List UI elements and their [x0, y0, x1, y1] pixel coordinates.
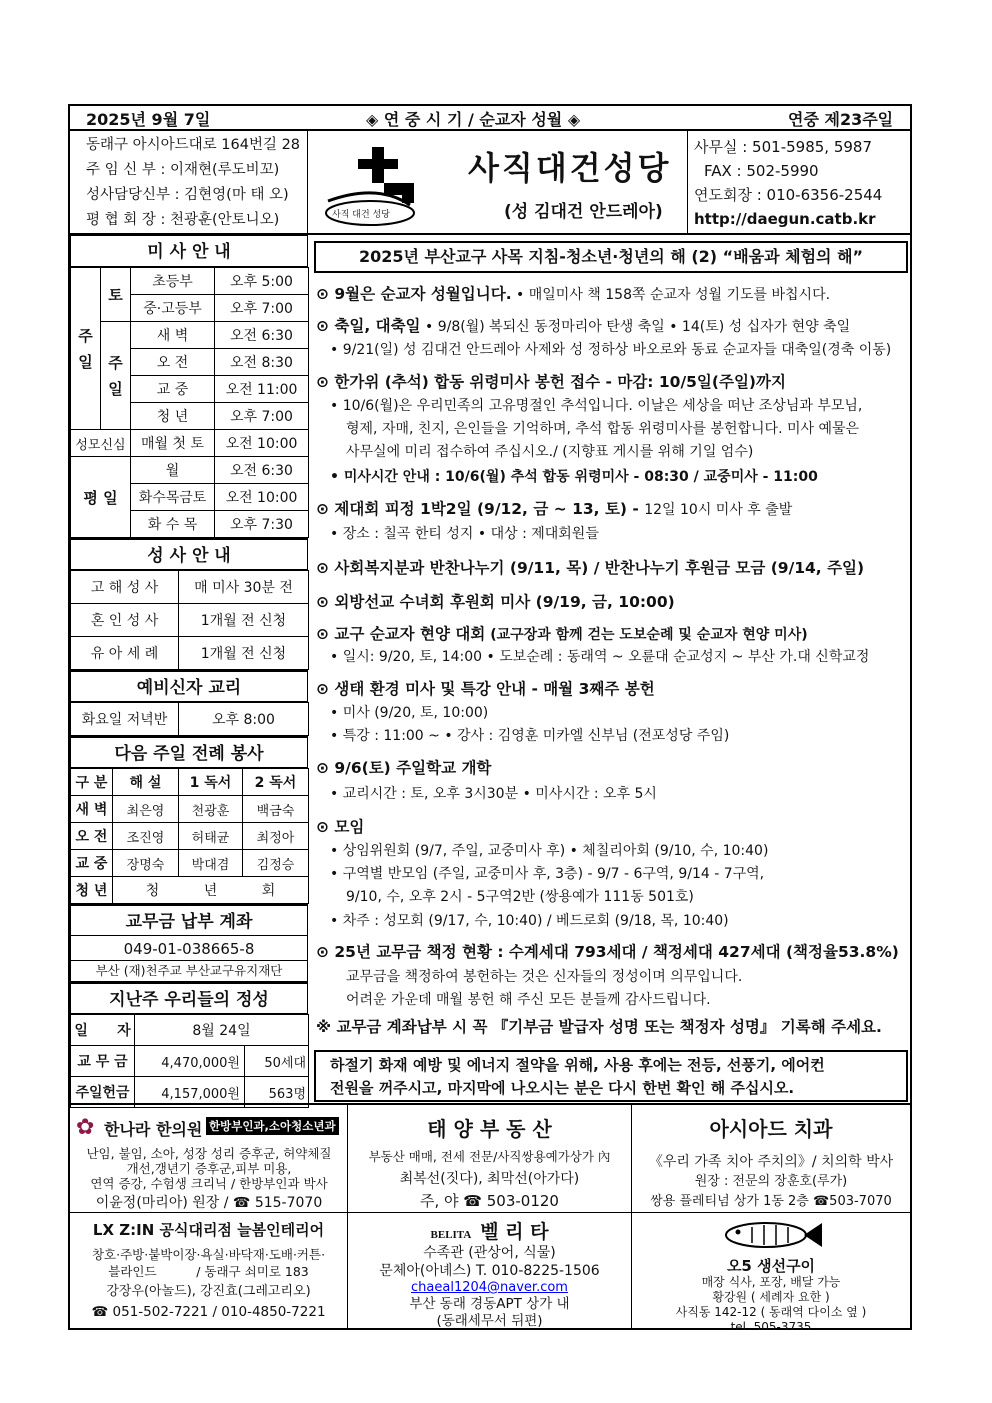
table-cell: 천광훈: [179, 796, 243, 823]
table-cell: 최정아: [243, 823, 309, 850]
liturgical-season: ◈ 연 중 시 기 / 순교자 성월 ◈: [366, 110, 581, 129]
announcement-text: (교구장과 함께 걷는 도보순례 및 순교자 현양 미사): [485, 627, 808, 643]
announcement-line: • 특강 : 11:00 ~ • 강사 : 김영훈 미카엘 신부님 (전포성당 주임): [330, 728, 730, 744]
catechumen-title: 예비신자 교리: [70, 670, 308, 702]
announcement-text: • 9/8(월) 복되신 동정마리아 탄생 축일 • 14(토) 성 십자가 현양 축일: [420, 319, 851, 335]
ad-name: LX Z:IN 공식대리점 늘봄인테리어: [92, 1221, 325, 1239]
table-row: [71, 823, 309, 850]
website-link[interactable]: http://daegun.catb.kr: [694, 210, 876, 228]
announcement-line: • 일시: 9/20, 토, 14:00 • 도보순례 : 동래역 ~ 오륜대 순교성지 ~ 부산 가.대 신학교정: [330, 649, 870, 665]
table-cell: 해 설: [113, 769, 179, 796]
offering-table: [70, 1014, 309, 1108]
announcement: [316, 315, 910, 339]
announcement-line: • 9/21(일) 성 김대건 안드레아 사제와 성 정하상 바오로와 동료 순교자들 대축일(경축 이동): [330, 342, 892, 358]
ad-interior: [70, 1213, 348, 1330]
ad-line: 개선,갱년기 증후군,피부 미용,: [126, 1161, 292, 1176]
ad-line: 부동산 매매, 전세 전문/사직쌍용예가상가 內: [368, 1149, 611, 1164]
table-cell: 오전 6:30: [215, 457, 309, 484]
chair-phone: 연도회장 : 010-6356-2544: [694, 186, 883, 204]
announcement-heading: ⊙ 사회복지분과 반찬나누기 (9/11, 목) / 반찬나누기 후원금 모금 (9/14, 주일): [316, 559, 865, 577]
table-cell: 1개월 전 신청: [179, 637, 309, 670]
bulletin-header: [68, 104, 912, 131]
table-row: [71, 703, 309, 736]
ad-line: 문체아(아녜스) T. 010-8225-1506: [379, 1263, 600, 1279]
table-cell: 중·고등부: [131, 295, 215, 322]
table-row: [71, 268, 309, 295]
assistant-priest: 성사담당신부 : 김현영(마 태 오): [86, 187, 289, 203]
parish-contacts: [688, 131, 910, 233]
ad-line: 연역 증강, 수험생 크리닉 / 한방부인과 박사: [90, 1176, 328, 1191]
fish-icon: [716, 1217, 826, 1253]
table-cell: 주일헌금: [71, 1077, 135, 1108]
table-cell: 오후 7:00: [215, 403, 309, 430]
announcement-text: 12일 10시 미사 후 출발: [644, 502, 793, 518]
parish-staff: [70, 131, 308, 233]
table-cell: 오 전: [131, 349, 215, 376]
notice-line: 전원을 꺼주시고, 마지막에 나오시는 분은 다시 한번 확인 해 주십시오.: [330, 1079, 795, 1097]
table-row: [71, 1046, 309, 1077]
table-row: [71, 796, 309, 823]
sunday-label: 주 일: [71, 268, 101, 430]
sunday-sub-label: 주 일: [101, 322, 131, 430]
table-cell: 8월 24일: [135, 1015, 309, 1046]
ad-clinic: [70, 1105, 348, 1213]
ad-fish-grill: [632, 1213, 910, 1330]
table-cell: 1개월 전 신청: [179, 604, 309, 637]
table-cell: 2 독서: [243, 769, 309, 796]
ad-line: ☎ 051-502-7221 / 010-4850-7221: [91, 1304, 326, 1320]
saturday-label: 토: [101, 268, 131, 322]
table-cell: 오전 6:30: [215, 322, 309, 349]
ad-line: 창호·주방·붙박이장·욕실·바닥재·도배·커튼·: [91, 1247, 326, 1262]
announcement-heading: ⊙ 9/6(토) 주일학교 개학: [316, 759, 492, 777]
table-cell: 화수목금토: [131, 484, 215, 511]
ad-line: 최복선(짓다), 최막선(아가다): [399, 1171, 580, 1187]
announcement-line: 9/10, 수, 오후 2시 - 5구역2반 (쌍용예가 111동 501호): [346, 889, 694, 905]
table-cell: 혼 인 성 사: [71, 604, 179, 637]
ad-name: 태 양 부 동 산: [427, 1117, 552, 1141]
announcement-line: • 상임위원회 (9/7, 주일, 교중미사 후) • 체칠리아회 (9/10, 수, 10:40): [330, 843, 769, 859]
table-cell: 성모신심: [71, 430, 131, 457]
announcement-line: • 차주 : 성모회 (9/17, 수, 10:40) / 베드로회 (9/18, 목, 10:40): [330, 913, 729, 929]
ad-line: 난임, 불임, 소아, 성장 성리 증후군, 허약체질: [86, 1146, 332, 1161]
table-row: [71, 850, 309, 877]
liturgy-table: [70, 768, 309, 904]
table-cell: 50세대: [245, 1046, 309, 1077]
ad-name: 아시아드 치과: [709, 1117, 833, 1141]
ad-aquarium: [348, 1213, 632, 1330]
sacrament-title: 성 사 안 내: [70, 538, 308, 570]
catechumen-table: [70, 702, 309, 736]
announcement-line: • 교리시간 : 토, 오후 3시30분 • 미사시간 : 오후 5시: [330, 786, 657, 802]
left-column: [70, 235, 308, 1108]
announcement-line: 형제, 자매, 친지, 은인들을 기억하며, 추석 합동 위령미사를 봉헌합니다. 미사 예물은: [346, 421, 860, 437]
ad-line: 주, 야 ☎ 503-0120: [420, 1192, 559, 1210]
parish-info: [70, 131, 910, 235]
announcement: [316, 623, 910, 647]
announcement-heading: ⊙ 교구 순교자 현양 대회: [316, 625, 486, 643]
table-cell: 새 벽: [71, 796, 113, 823]
announcement-heading: ⊙ 외방선교 수녀회 후원회 미사 (9/19, 금, 10:00): [316, 593, 675, 611]
table-cell: 4,157,000원: [135, 1077, 245, 1108]
table-cell: 오후 7:00: [215, 295, 309, 322]
table-cell: 오후 7:30: [215, 511, 309, 538]
weekday-label: 평 일: [71, 457, 131, 538]
announcement-line: • 미사 (9/20, 토, 10:00): [330, 705, 489, 721]
ad-line: 사직동 142-12 ( 동래역 다이소 옆 ): [675, 1305, 867, 1319]
account-title: 교무금 납부 계좌: [70, 904, 308, 936]
office-phone: 사무실 : 501-5985, 5987: [694, 138, 872, 156]
announcement-heading: ※ 교무금 계좌납부 시 꼭 『기부금 발급자 성명 또는 책정자 성명』 기록해 주세요.: [316, 1018, 882, 1036]
ad-line: 강장우(아놀드), 강진효(그레고리오): [106, 1284, 311, 1299]
announcement-heading: ⊙ 생태 환경 미사 및 특강 안내 - 매월 3째주 봉헌: [316, 680, 655, 698]
ad-realestate: [348, 1105, 632, 1213]
parish-address: 동래구 아시아드대로 164번길 28: [86, 137, 301, 153]
table-cell: 장명숙: [113, 850, 179, 877]
ad-brand: BELITA: [430, 1229, 472, 1241]
table-cell: 유 아 세 례: [71, 637, 179, 670]
table-row: [71, 457, 309, 484]
ad-line: 《우리 가족 치아 주치의》/ 치의학 박사: [648, 1154, 894, 1170]
table-row: [71, 769, 309, 796]
offering-title: 지난주 우리들의 정성: [70, 982, 308, 1014]
notice-line: 하절기 화재 예방 및 에너지 절약을 위해, 사용 후에는 전등, 선풍기, 에어컨: [330, 1056, 825, 1074]
table-cell: 일 자: [71, 1015, 135, 1046]
announcement-line: 사무실에 미리 접수하여 주십시오./ (지향표 게시를 위해 기일 엄수): [346, 444, 754, 460]
ad-line: tel. 505-3735: [730, 1320, 812, 1330]
table-row: [71, 637, 309, 670]
account-number: 049-01-038665-8: [70, 936, 308, 961]
table-cell: 청 년: [71, 877, 113, 904]
bulletin-date: 2025년 9월 7일: [86, 110, 211, 129]
table-cell: 월: [131, 457, 215, 484]
table-cell: 오 전: [71, 823, 113, 850]
ad-line: 블라인드 / 동래구 쇠미로 183: [108, 1264, 309, 1279]
parish-name: 사직대건성당: [468, 149, 672, 187]
ad-dental: [632, 1105, 910, 1213]
announcement-heading: ⊙ 9월은 순교자 성월입니다.: [316, 285, 512, 303]
table-row: [71, 571, 309, 604]
table-cell: 새 벽: [131, 322, 215, 349]
announcement-line: 어려운 가운데 매월 봉헌 해 주신 모든 분들께 감사드립니다.: [346, 992, 711, 1008]
flower-icon: ✿: [76, 1115, 95, 1140]
ad-line: 황강원 ( 세례자 요한 ): [712, 1290, 830, 1304]
table-cell: 청 년: [131, 403, 215, 430]
ads-section: [70, 1103, 910, 1328]
table-cell: 교 무 금: [71, 1046, 135, 1077]
table-cell: 오전 10:00: [215, 430, 309, 457]
table-row: [71, 430, 309, 457]
ad-line: 수족관 (관상어, 식물): [423, 1245, 556, 1261]
table-cell: 청 년 회: [113, 877, 309, 904]
table-cell: 오전 10:00: [215, 484, 309, 511]
table-row: [71, 322, 309, 349]
table-row: [71, 604, 309, 637]
announcement-heading: ⊙ 한가위 (추석) 합동 위령미사 봉헌 접수 - 마감: 10/5일(주일)까지: [316, 373, 786, 391]
table-cell: 박대겸: [179, 850, 243, 877]
ad-name: 한나라 한의원: [104, 1120, 203, 1139]
announcement-line: • 미사시간 안내 : 10/6(월) 추석 합동 위령미사 - 08:30 / 교중미사 - 11:00: [330, 469, 818, 485]
parish-title-block: [308, 131, 688, 233]
table-cell: 김정승: [243, 850, 309, 877]
announcement-heading: ⊙ 25년 교무금 책정 현황 : 수계세대 793세대 / 책정세대 427세대 (책정율53.8%): [316, 943, 899, 961]
table-cell: 고 해 성 사: [71, 571, 179, 604]
table-cell: 오전 8:30: [215, 349, 309, 376]
table-cell: 허태균: [179, 823, 243, 850]
announcement-heading: ⊙ 모임: [316, 818, 365, 836]
mass-title: 미 사 안 내: [70, 235, 308, 267]
table-cell: 매월 첫 토: [131, 430, 215, 457]
ad-line: 매장 식사, 포장, 배달 가능: [701, 1275, 841, 1289]
table-cell: 오전 11:00: [215, 376, 309, 403]
table-cell: 초등부: [131, 268, 215, 295]
mass-table: [70, 267, 309, 538]
liturgy-title: 다음 주일 전례 봉사: [70, 736, 308, 768]
table-cell: 구 분: [71, 769, 113, 796]
energy-notice: [314, 1050, 908, 1102]
table-cell: 오후 8:00: [179, 703, 309, 736]
ad-name: 벨 리 타: [480, 1221, 549, 1243]
announcement-text: • 매일미사 책 158쪽 순교자 성월 기도를 바칩시다.: [511, 287, 831, 303]
announcement-line: 교무금을 책정하여 봉헌하는 것은 신자들의 정성이며 의무입니다.: [346, 969, 743, 985]
sacrament-table: [70, 570, 309, 670]
week-number: 연중 제23주일: [788, 110, 894, 129]
ad-line: 이윤정(마리아) 원장 / ☎ 515-7070: [95, 1195, 323, 1211]
table-cell: 교 중: [131, 376, 215, 403]
announcement-line: • 10/6(월)은 우리민족의 고유명절인 추석입니다. 이날은 세상을 떠난 조상님과 부모님,: [330, 398, 863, 414]
ad-line: 쌍용 플레티넘 상가 1동 2층 ☎503-7070: [650, 1194, 892, 1209]
table-cell: 화요일 저녁반: [71, 703, 179, 736]
ad-email-link[interactable]: chaeal1204@naver.com: [411, 1280, 568, 1295]
logo-caption: 사직 대건 성당: [332, 210, 390, 220]
ad-line: (동래세무서 뒤편): [436, 1313, 543, 1329]
ad-line: 부산 동래 경동APT 상가 내: [409, 1296, 570, 1312]
announcement-heading: ⊙ 제대회 피정 1박2일 (9/12, 금 ~ 13, 토) -: [316, 500, 645, 518]
parish-patron: (성 김대건 안드레아): [504, 202, 663, 222]
table-cell: 563명: [245, 1077, 309, 1108]
table-cell: 매 미사 30분 전: [179, 571, 309, 604]
table-cell: 조진영: [113, 823, 179, 850]
ad-line: 원장 : 전문의 장훈호(루가): [694, 1174, 848, 1189]
pastoral-banner: 2025년 부산교구 사목 지침-청소년·청년의 해 (2) “배움과 체험의 해”: [314, 241, 908, 273]
announcement-heading: ⊙ 축일, 대축일: [316, 317, 421, 335]
table-cell: 최은영: [113, 796, 179, 823]
table-row: [71, 1015, 309, 1046]
ad-name: 오5 생선구이: [726, 1257, 816, 1275]
table-cell: 1 독서: [179, 769, 243, 796]
announcement: [316, 498, 910, 522]
table-cell: 4,470,000원: [135, 1046, 245, 1077]
table-cell: 오후 5:00: [215, 268, 309, 295]
pastor: 주 임 신 부 : 이재현(루도비꼬): [86, 162, 280, 178]
announcement-line: • 구역별 반모임 (주일, 교중미사 후, 3층) - 9/7 - 6구역, 9/14 - 7구역,: [330, 866, 765, 882]
table-row: [71, 877, 309, 904]
fax-number: FAX : 502-5990: [704, 162, 819, 180]
account-holder: 부산 (재)천주교 부산교구유지재단: [70, 961, 308, 982]
announcement-line: • 장소 : 칠곡 한티 성지 • 대상 : 제대회원들: [330, 526, 599, 542]
table-cell: 화 수 목: [131, 511, 215, 538]
ad-tag: 한방부인과,소아청소년과: [206, 1117, 339, 1135]
announcement: [316, 283, 910, 307]
table-cell: 백금숙: [243, 796, 309, 823]
table-cell: 교 중: [71, 850, 113, 877]
council-president: 평 협 회 장 : 천광훈(안토니오): [86, 212, 280, 228]
